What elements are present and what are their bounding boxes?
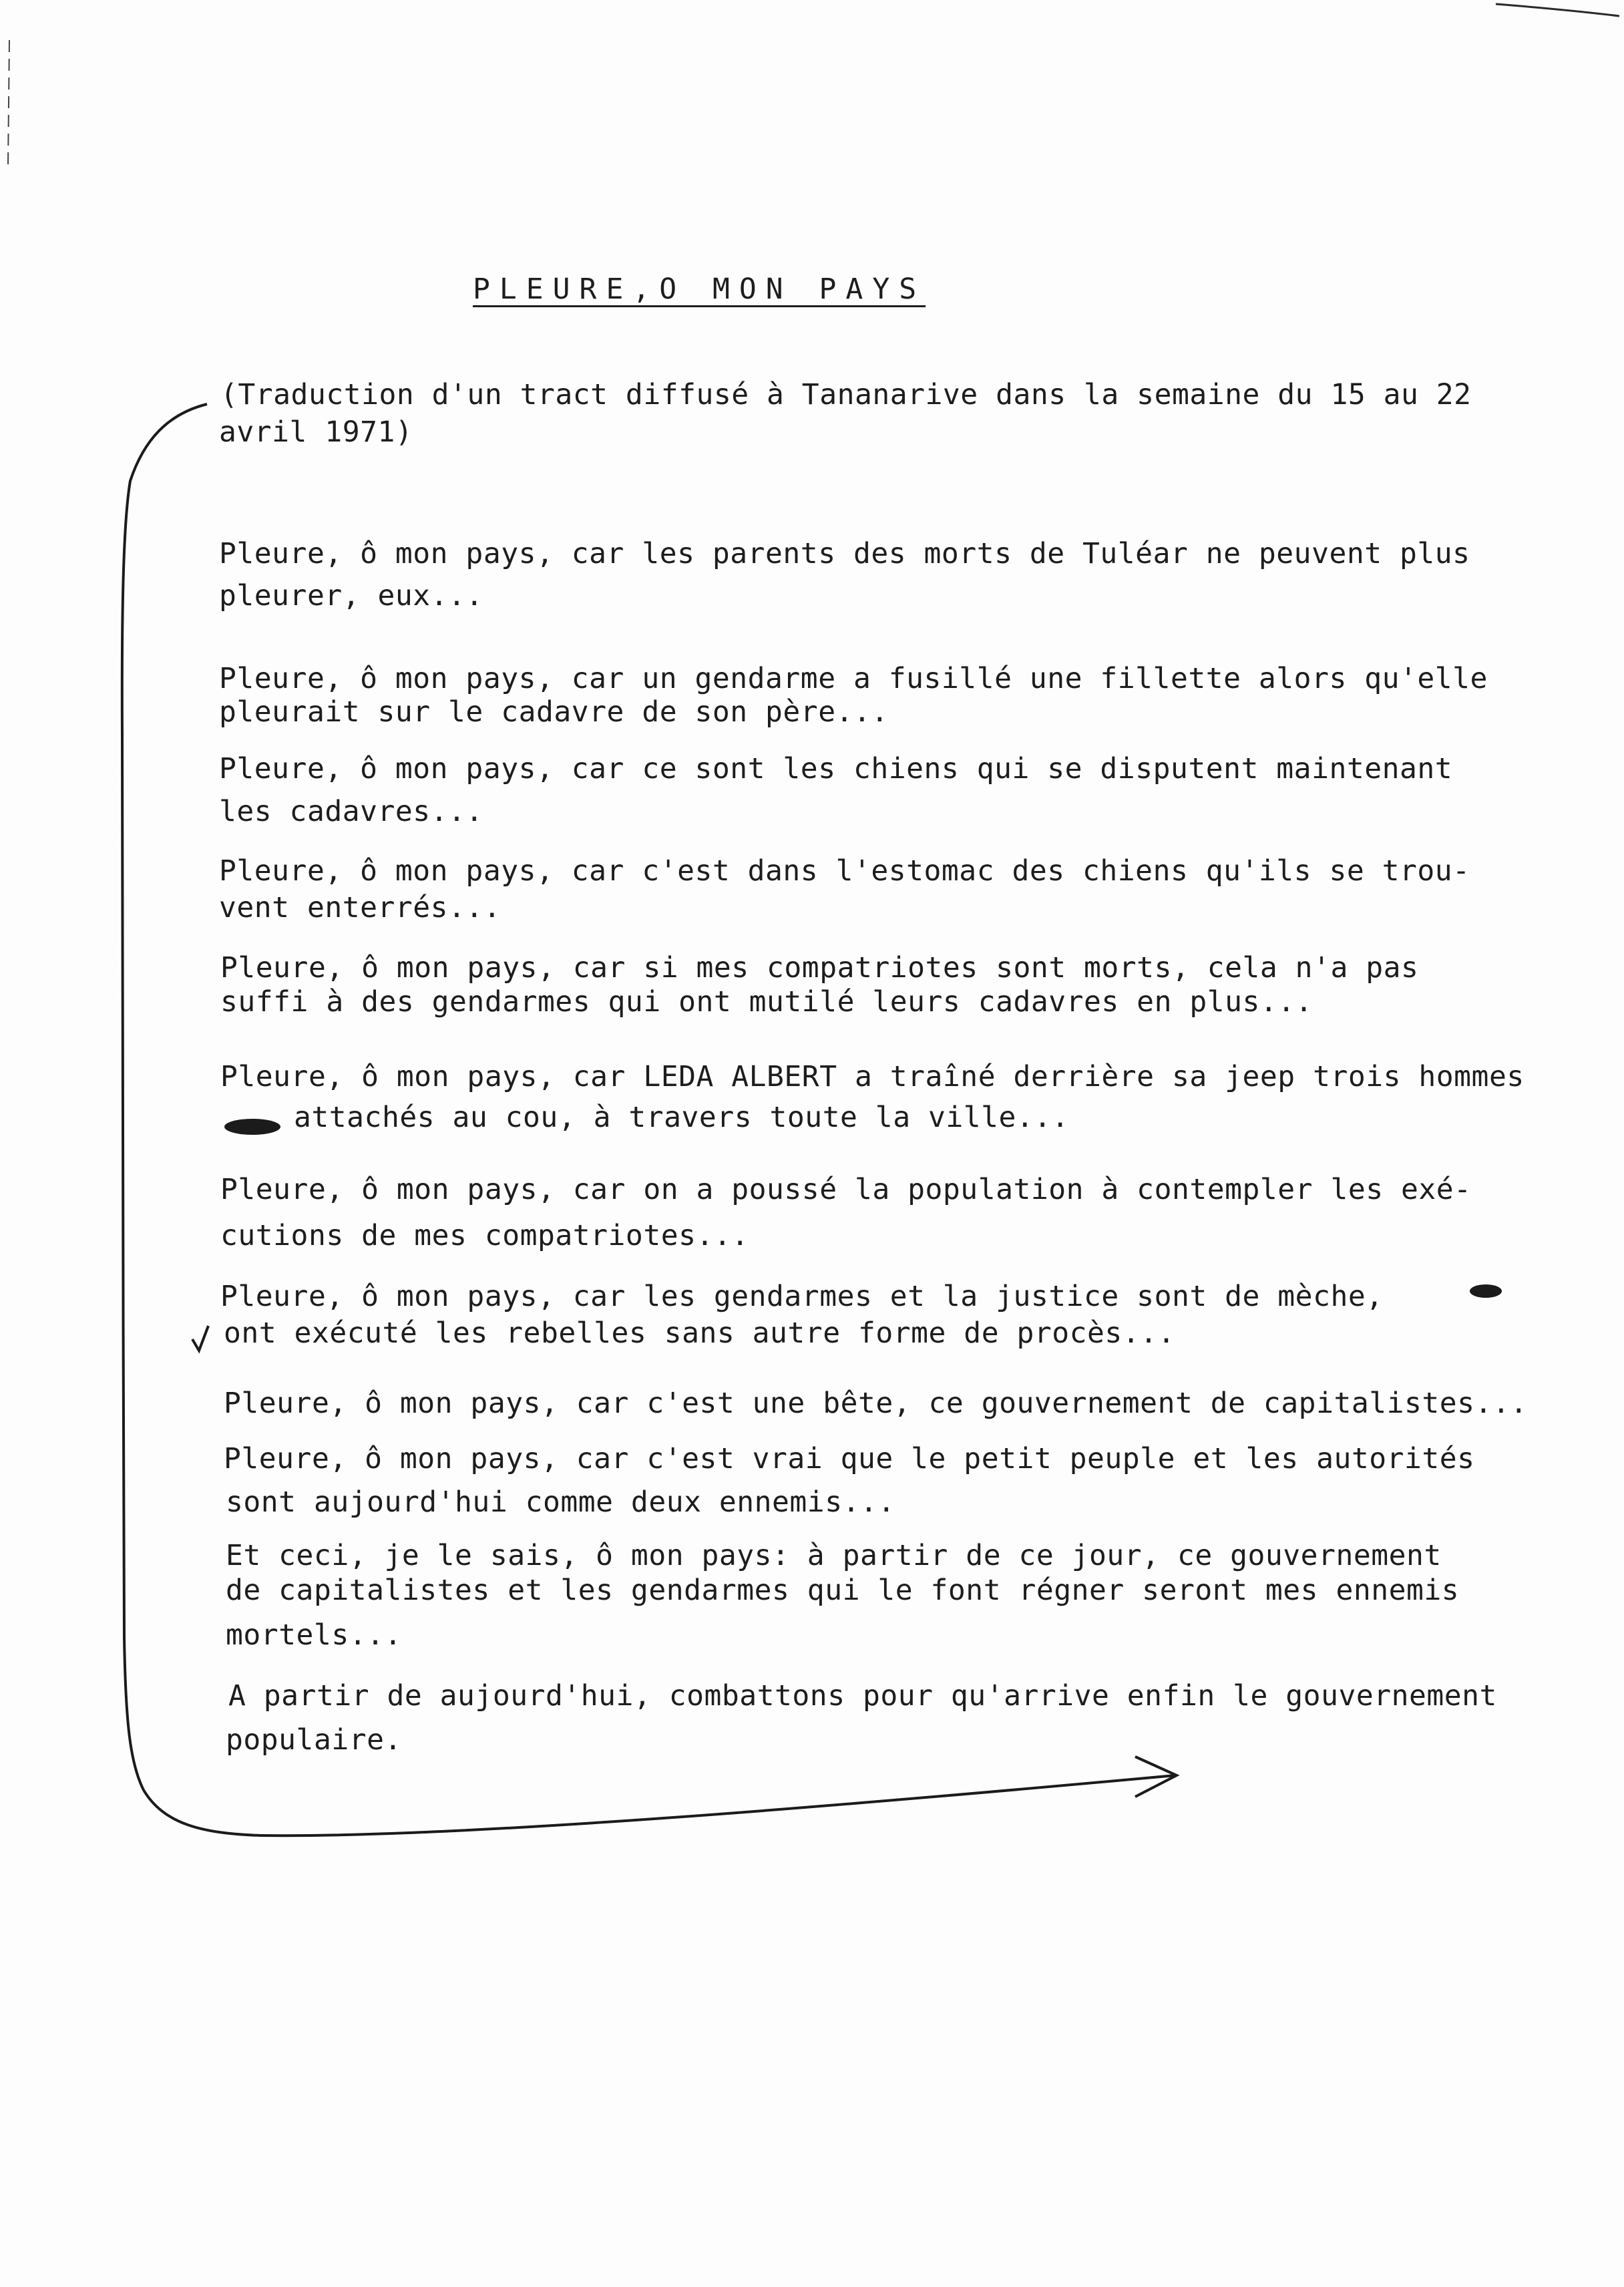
subtitle-line-2: avril 1971): [219, 415, 413, 449]
paragraph-4-line-1: Pleure, ô mon pays, car c'est dans l'estomac des chiens qu'ils se trou-: [219, 854, 1470, 888]
paragraph-1-line-2: pleurer, eux...: [219, 579, 483, 612]
top-edge-mark: [1496, 4, 1619, 16]
paragraph-4-line-2: vent enterrés...: [219, 891, 501, 924]
paragraph-2-line-1: Pleure, ô mon pays, car un gendarme a fusillé une fillette alors qu'elle: [219, 662, 1488, 695]
paragraph-8-line-1: Pleure, ô mon pays, car les gendarmes et la justice sont de mèche,: [220, 1280, 1384, 1313]
paragraph-12-line-1: A partir de aujourd'hui, combattons pour qu'arrive enfin le gouvernement: [228, 1679, 1497, 1713]
left-edge-mark: [8, 40, 9, 167]
subtitle-line-1: (Traduction d'un tract diffusé à Tananarive dans la semaine du 15 au 22: [220, 378, 1472, 411]
paragraph-7-line-1: Pleure, ô mon pays, car on a poussé la population à contempler les exé-: [220, 1173, 1472, 1206]
paragraph-2-line-2: pleurait sur le cadavre de son père...: [219, 695, 889, 729]
paragraph-5-line-2: suffi à des gendarmes qui ont mutilé leurs cadavres en plus...: [220, 985, 1313, 1019]
check-mark: [192, 1326, 208, 1351]
paragraph-9-line-1: Pleure, ô mon pays, car c'est une bête, ce gouvernement de capitalistes...: [224, 1387, 1528, 1420]
paragraph-3-line-2: les cadavres...: [219, 795, 483, 828]
paragraph-6-line-1: Pleure, ô mon pays, car LEDA ALBERT a traîné derrière sa jeep trois hommes: [220, 1060, 1525, 1093]
paragraph-5-line-1: Pleure, ô mon pays, car si mes compatriotes sont morts, cela n'a pas: [220, 951, 1419, 985]
document-title: PLEURE,O MON PAYS: [473, 273, 926, 306]
paragraph-7-line-2: cutions de mes compatriotes...: [220, 1219, 749, 1252]
paragraph-3-line-1: Pleure, ô mon pays, car ce sont les chiens qui se disputent maintenant: [219, 752, 1453, 785]
paragraph-11-line-1: Et ceci, je le sais, ô mon pays: à partir de ce jour, ce gouvernement: [226, 1539, 1442, 1572]
paragraph-12-line-2: populaire.: [226, 1723, 402, 1757]
bracket-line: [122, 404, 1175, 1835]
ink-blot-1: [224, 1119, 280, 1135]
paragraph-1-line-1: Pleure, ô mon pays, car les parents des morts de Tuléar ne peuvent plus: [219, 537, 1470, 570]
paragraph-11-line-2: de capitalistes et les gendarmes qui le font régner seront mes ennemis: [226, 1574, 1460, 1607]
paragraph-10-line-1: Pleure, ô mon pays, car c'est vrai que le petit peuple et les autorités: [224, 1442, 1475, 1475]
paragraph-6-line-2: attachés au cou, à travers toute la ville...: [294, 1101, 1070, 1134]
paragraph-8-line-2: ont exécuté les rebelles sans autre forme de procès...: [224, 1316, 1175, 1350]
ink-blot-2: [1470, 1284, 1502, 1298]
paragraph-11-line-3: mortels...: [226, 1618, 402, 1652]
paragraph-10-line-2: sont aujourd'hui comme deux ennemis...: [226, 1485, 895, 1519]
